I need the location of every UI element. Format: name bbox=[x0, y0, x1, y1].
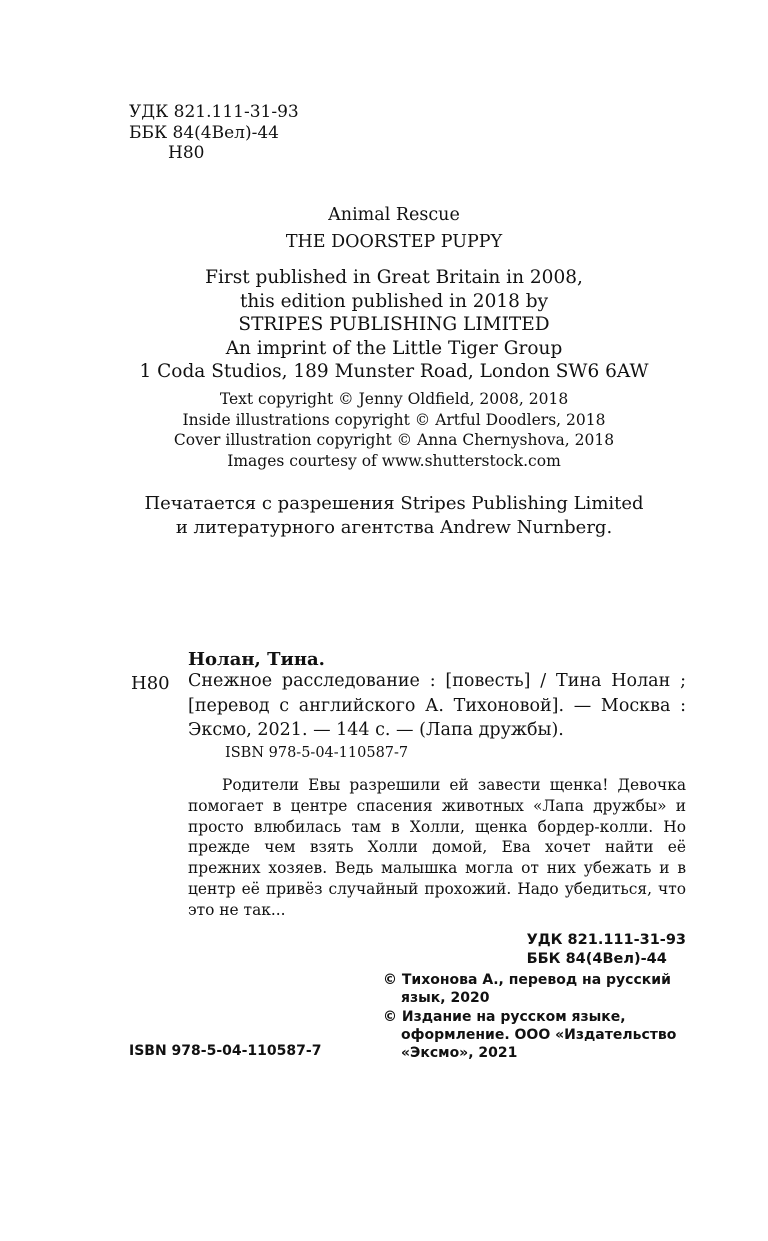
copyright-edition: © Издание на русском языке, оформление. ООО «Издательство «Эксмо», 2021 bbox=[383, 1008, 677, 1062]
catalog-author: Нолан, Тина. bbox=[188, 649, 325, 670]
copyright-translation: © Тихонова А., перевод на русский язык, 2020 bbox=[383, 972, 671, 1007]
publisher-info bbox=[0, 266, 768, 384]
catalog-annotation: Родители Евы разрешили ей завести щенка! Девочка помогает в центре спасения животных «Лапа дружбы» и просто влюбилась там в Холли, щенка бордер-колли. Но прежде чем взять Холли домой, Ева хочет найти её прежних хозяев. Ведь малышка могла от них убежать и в центр её привёз случайный прохожий. Надо убедиться, что это не так... bbox=[188, 776, 686, 919]
bbk-code: ББК 84(4Вел)-44 bbox=[129, 122, 279, 143]
publisher-line: STRIPES PUBLISHING LIMITED bbox=[238, 314, 550, 335]
classification-codes bbox=[129, 102, 299, 164]
publisher-line: An imprint of the Little Tiger Group bbox=[225, 337, 563, 359]
catalog-description: Снежное расследование : [повесть] / Тина Нолан ; [перевод с английского А. Тихоновой]. — Москва : Эксмо, 2021. — 144 с. — (Лапа дружбы). bbox=[188, 671, 686, 740]
series-title: Animal Rescue bbox=[328, 205, 460, 225]
bottom-isbn: ISBN 978-5-04-110587-7 bbox=[129, 1043, 322, 1059]
original-title: THE DOORSTEP PUPPY bbox=[285, 232, 503, 252]
catalog-isbn: ISBN 978-5-04-110587-7 bbox=[225, 745, 409, 761]
footer-bbk: ББК 84(4Вел)-44 bbox=[526, 950, 667, 967]
footer-classification bbox=[527, 931, 686, 968]
permission-notice bbox=[0, 492, 768, 540]
credit-line: Cover illustration copyright © Anna Chernyshova, 2018 bbox=[173, 431, 615, 449]
publisher-line: First published in Great Britain in 2008, bbox=[205, 267, 583, 288]
copyright-block bbox=[383, 971, 691, 1062]
publisher-line: this edition published in 2018 by bbox=[239, 290, 549, 312]
credit-line: Text copyright © Jenny Oldfield, 2008, 2018 bbox=[219, 390, 569, 408]
permission-line: и литературного агентства Andrew Nurnberg. bbox=[175, 517, 613, 538]
catalog-code: Н80 bbox=[131, 673, 170, 694]
author-mark: Н80 bbox=[168, 143, 205, 163]
udk-code: УДК 821.111-31-93 bbox=[129, 102, 299, 122]
credits bbox=[0, 389, 768, 471]
credit-line: Images courtesy of www.shutterstock.com bbox=[227, 451, 561, 470]
credit-line: Inside illustrations copyright © Artful Doodlers, 2018 bbox=[182, 410, 606, 429]
permission-line: Печатается с разрешения Stripes Publishing Limited bbox=[144, 493, 644, 514]
footer-udk: УДК 821.111-31-93 bbox=[526, 932, 686, 948]
publisher-line: 1 Coda Studios, 189 Munster Road, London SW6 6AW bbox=[139, 361, 649, 382]
